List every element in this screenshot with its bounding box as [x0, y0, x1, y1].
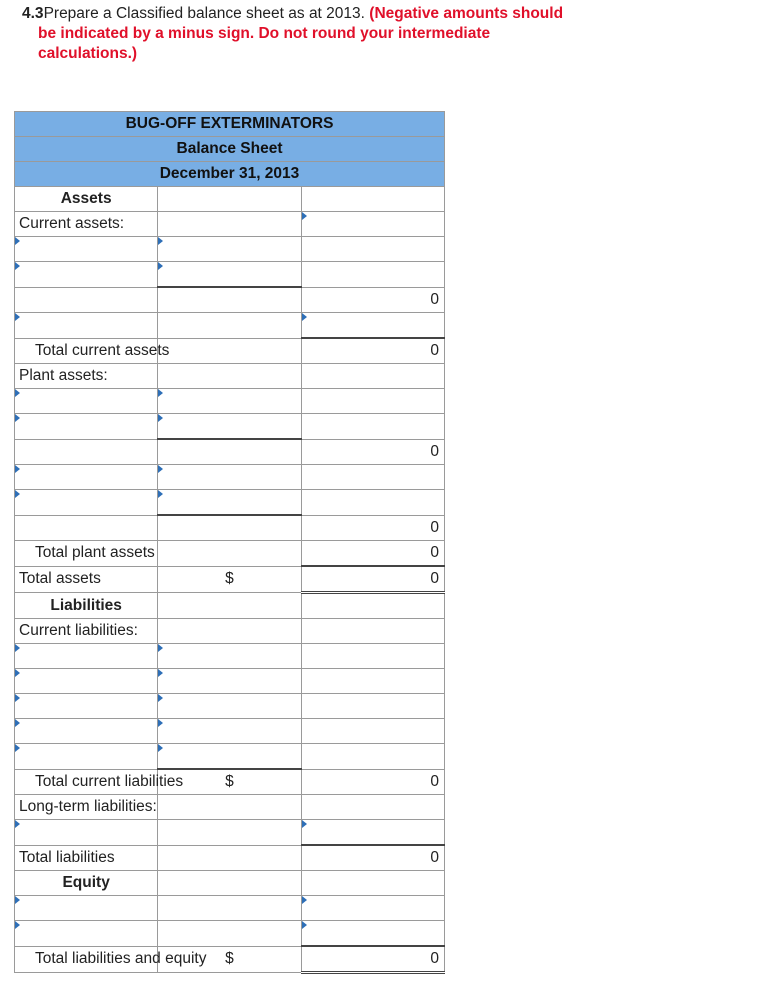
dropdown-marker-icon [302, 820, 307, 828]
table-row [15, 439, 445, 465]
currency-symbol: $ [225, 569, 234, 587]
question-text: Prepare a Classified balance sheet as at 2013. [43, 5, 365, 22]
account-select[interactable] [15, 669, 158, 694]
amount-cell [158, 187, 301, 212]
currency-symbol: $ [225, 949, 234, 967]
account-select[interactable] [15, 921, 158, 947]
table-row [15, 795, 445, 820]
amount-cell [301, 389, 444, 414]
table-row [15, 212, 445, 237]
table-row [15, 364, 445, 389]
table-row [15, 669, 445, 694]
table-row [15, 946, 445, 973]
table-row [15, 490, 445, 516]
account-select[interactable] [15, 313, 158, 339]
amount-cell [301, 619, 444, 644]
total-liabilities-equity-label: Total liabilities and equity [35, 950, 207, 968]
amount-cell [301, 871, 444, 896]
amount-cell [158, 845, 301, 871]
question-warning-2: be indicated by a minus sign. Do not round your intermediate [38, 25, 491, 42]
dropdown-marker-icon [158, 744, 163, 752]
amount-cell [301, 593, 444, 619]
dropdown-marker-icon [302, 212, 307, 220]
total-current-assets-label: Total current assets [35, 341, 170, 359]
liabilities-heading: Liabilities [15, 593, 158, 619]
table-row [15, 465, 445, 490]
statement-date: December 31, 2013 [15, 162, 445, 187]
table-row [15, 896, 445, 921]
label-cell [15, 439, 158, 465]
amount-cell [158, 871, 301, 896]
account-select[interactable] [15, 896, 158, 921]
label-cell [15, 515, 158, 541]
dropdown-marker-icon [158, 719, 163, 727]
table-row [15, 566, 445, 593]
amount-cell [158, 795, 301, 820]
pa-subtotal1-value: 0 [430, 442, 439, 460]
dropdown-marker-icon [158, 694, 163, 702]
table-row [15, 237, 445, 262]
table-row [15, 287, 445, 313]
table-row [15, 744, 445, 770]
total-liabilities-label: Total liabilities [19, 848, 115, 866]
amount-cell [158, 287, 301, 313]
pa-subtotal2-value: 0 [430, 518, 439, 536]
dropdown-marker-icon [15, 719, 20, 727]
dropdown-marker-icon [158, 389, 163, 397]
dropdown-marker-icon [15, 313, 20, 321]
table-row [15, 593, 445, 619]
amount-input[interactable] [301, 820, 444, 846]
assets-heading: Assets [15, 187, 158, 212]
amount-input[interactable] [158, 490, 301, 516]
company-name: BUG-OFF EXTERMINATORS [15, 112, 445, 137]
amount-cell [158, 364, 301, 389]
amount-input[interactable] [158, 414, 301, 440]
amount-cell [301, 795, 444, 820]
amount-cell [158, 439, 301, 465]
amount-input[interactable] [158, 465, 301, 490]
current-assets-label: Current assets: [19, 215, 125, 232]
dropdown-marker-icon [15, 669, 20, 677]
amount-cell [301, 364, 444, 389]
account-select[interactable] [15, 744, 158, 770]
table-row [15, 820, 445, 846]
dropdown-marker-icon [158, 262, 163, 270]
table-row [15, 619, 445, 644]
table-row [15, 262, 445, 288]
amount-cell [158, 820, 301, 846]
account-select[interactable] [15, 262, 158, 288]
account-select[interactable] [15, 719, 158, 744]
total-current-liabilities-value: 0 [430, 772, 439, 790]
table-row [15, 187, 445, 212]
plant-assets-label: Plant assets: [19, 367, 108, 384]
table-row [15, 871, 445, 896]
account-select[interactable] [15, 644, 158, 669]
total-liabilities-value: 0 [430, 849, 439, 866]
question-prompt [22, 4, 634, 64]
amount-cell [158, 313, 301, 339]
dropdown-marker-icon [15, 262, 20, 270]
amount-input[interactable] [158, 262, 301, 288]
total-current-liabilities-label: Total current liabilities [35, 772, 184, 790]
dropdown-marker-icon [158, 669, 163, 677]
amount-input[interactable] [301, 921, 444, 947]
amount-cell [301, 694, 444, 719]
dropdown-marker-icon [302, 896, 307, 904]
amount-cell [301, 744, 444, 770]
total-assets-value: 0 [430, 570, 439, 587]
total-liabilities-equity-value: 0 [430, 950, 439, 967]
amount-cell [158, 212, 301, 237]
dropdown-marker-icon [158, 414, 163, 422]
amount-cell [158, 541, 301, 567]
dropdown-marker-icon [15, 694, 20, 702]
amount-cell [158, 619, 301, 644]
question-number: 4.3 [22, 5, 44, 22]
amount-cell [301, 237, 444, 262]
account-select[interactable] [15, 465, 158, 490]
amount-input[interactable] [301, 896, 444, 921]
dropdown-marker-icon [158, 490, 163, 498]
account-select[interactable] [15, 389, 158, 414]
amount-input[interactable] [301, 313, 444, 339]
currency-symbol: $ [225, 773, 234, 790]
account-select[interactable] [15, 237, 158, 262]
amount-input[interactable] [158, 237, 301, 262]
amount-input[interactable] [158, 669, 301, 694]
amount-input[interactable] [158, 744, 301, 770]
amount-cell [158, 896, 301, 921]
current-liabilities-label: Current liabilities: [19, 622, 138, 639]
amount-cell [301, 669, 444, 694]
dropdown-marker-icon [15, 921, 20, 929]
amount-cell [301, 465, 444, 490]
account-select[interactable] [15, 414, 158, 440]
question-warning-1: (Negative amounts should [369, 5, 564, 22]
account-select[interactable] [15, 694, 158, 719]
statement-title: Balance Sheet [15, 137, 445, 162]
table-row [15, 769, 445, 795]
amount-input[interactable] [158, 694, 301, 719]
long-term-liabilities-label: Long-term liabilities: [19, 798, 157, 815]
amount-cell [301, 262, 444, 288]
table-row [15, 845, 445, 871]
table-row [15, 338, 445, 364]
dropdown-marker-icon [158, 237, 163, 245]
question-warning-3: calculations.) [38, 45, 138, 62]
dropdown-marker-icon [15, 820, 20, 828]
amount-cell [301, 490, 444, 516]
account-select[interactable] [15, 820, 158, 846]
table-row [15, 515, 445, 541]
table-row [15, 644, 445, 669]
table-row [15, 389, 445, 414]
header-company-row [15, 112, 445, 137]
table-row [15, 414, 445, 440]
table-row [15, 313, 445, 339]
amount-cell [301, 644, 444, 669]
dropdown-marker-icon [158, 644, 163, 652]
dropdown-marker-icon [15, 237, 20, 245]
table-row [15, 921, 445, 947]
total-assets-label: Total assets [19, 570, 101, 588]
header-date-row [15, 162, 445, 187]
dropdown-marker-icon [15, 490, 20, 498]
ca-subtotal-value: 0 [430, 290, 439, 308]
amount-cell [158, 338, 301, 364]
table-row [15, 694, 445, 719]
amount-input[interactable] [158, 389, 301, 414]
total-plant-assets-label: Total plant assets [35, 544, 155, 562]
dropdown-marker-icon [15, 465, 20, 473]
dropdown-marker-icon [15, 744, 20, 752]
dropdown-marker-icon [302, 921, 307, 929]
amount-input[interactable] [158, 644, 301, 669]
equity-heading: Equity [15, 871, 158, 896]
balance-sheet-table [14, 111, 445, 974]
amount-cell [301, 719, 444, 744]
total-current-assets-value: 0 [430, 342, 439, 359]
header-title-row [15, 137, 445, 162]
total-plant-assets-value: 0 [430, 544, 439, 561]
label-cell [15, 287, 158, 313]
dropdown-marker-icon [15, 389, 20, 397]
dropdown-marker-icon [15, 896, 20, 904]
amount-cell [301, 414, 444, 440]
table-row [15, 541, 445, 567]
amount-input[interactable] [158, 719, 301, 744]
amount-input[interactable] [301, 212, 444, 237]
amount-cell [158, 593, 301, 619]
table-row [15, 719, 445, 744]
amount-cell [301, 187, 444, 212]
amount-cell [158, 515, 301, 541]
dropdown-marker-icon [15, 414, 20, 422]
dropdown-marker-icon [302, 313, 307, 321]
account-select[interactable] [15, 490, 158, 516]
amount-cell [158, 921, 301, 947]
dropdown-marker-icon [15, 644, 20, 652]
dropdown-marker-icon [158, 465, 163, 473]
